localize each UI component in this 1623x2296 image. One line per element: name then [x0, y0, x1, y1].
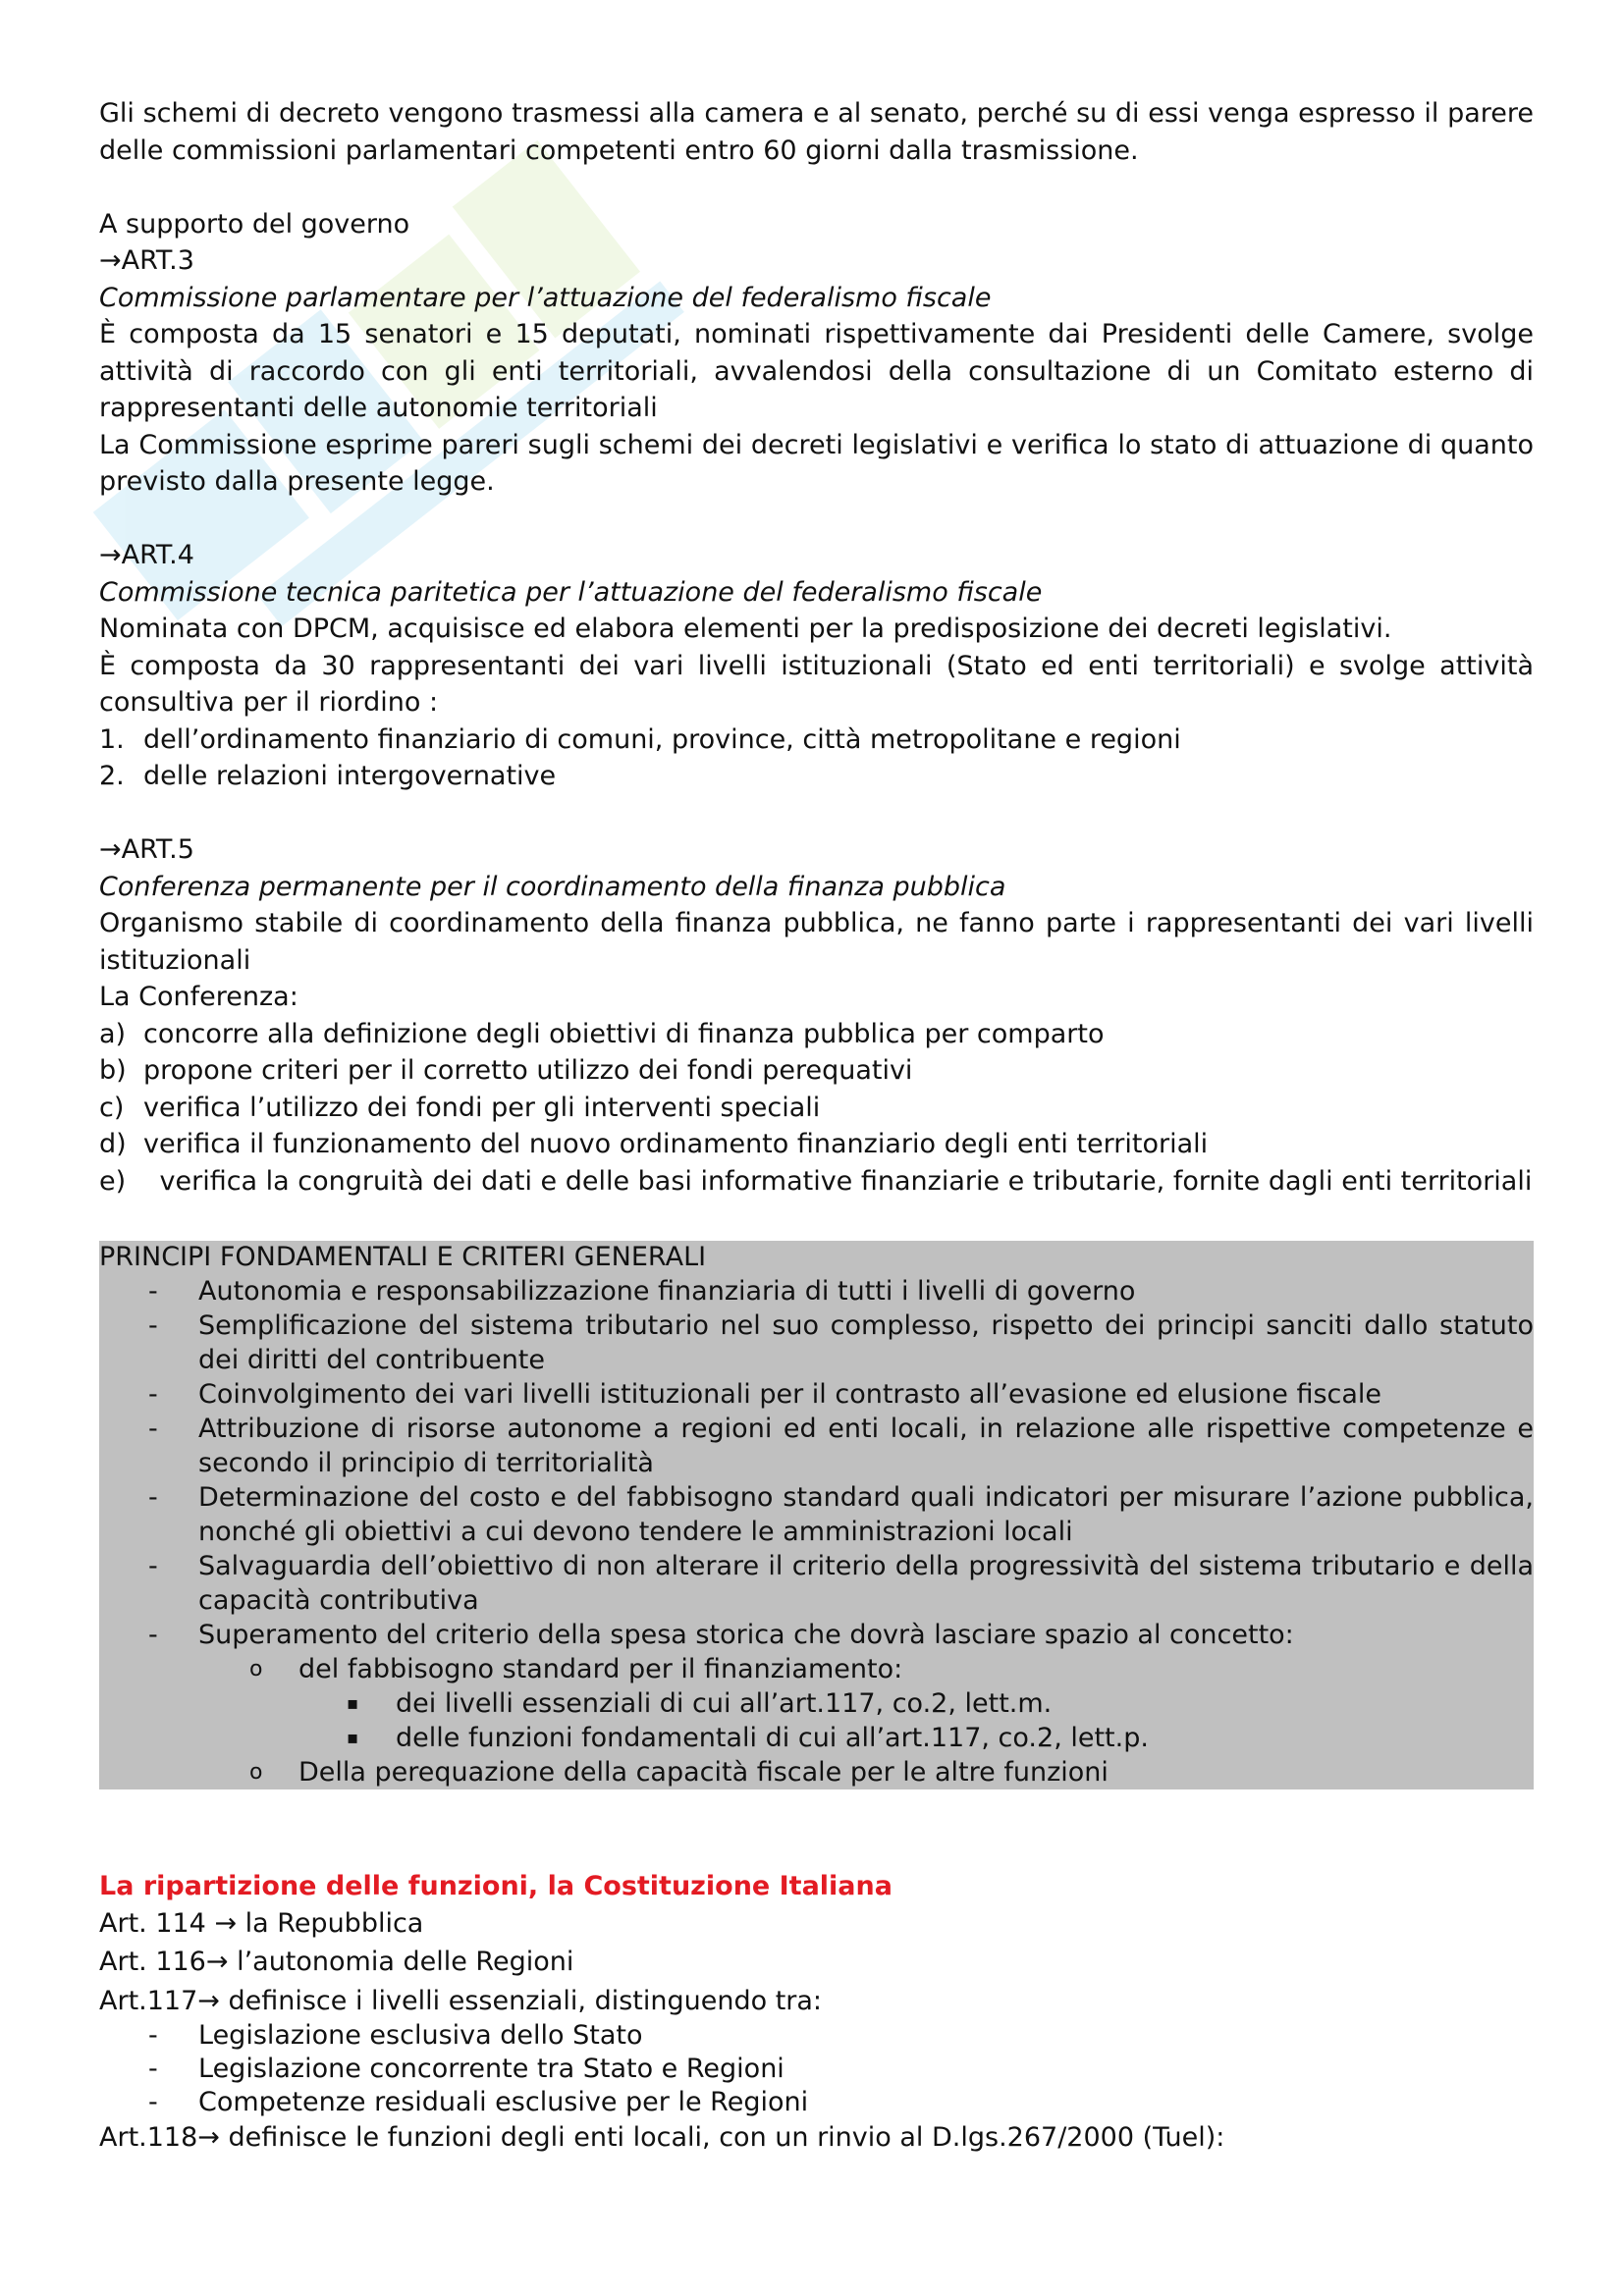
bullet-text: Legislazione concorrente tra Stato e Regioni — [198, 2054, 784, 2084]
bullet-item — [99, 1274, 1534, 1308]
dash-marker: - — [148, 2087, 158, 2117]
list-text: propone criteri per il corretto utilizzo dei fondi perequativi — [143, 1055, 913, 1086]
list-item — [99, 1126, 1534, 1163]
list-number: 2. — [99, 761, 125, 791]
sub-sub-bullet-text: dei livelli essenziali di cui all’art.117, co.2, lett.m. — [396, 1688, 1053, 1719]
dash-marker: - — [148, 1310, 158, 1341]
art114-line: Art. 114 → la Repubblica — [99, 1907, 424, 1939]
list-item — [99, 758, 1534, 795]
principi-box — [99, 1241, 1534, 1789]
bullet-item — [99, 1308, 1534, 1377]
list-item — [99, 1090, 1534, 1127]
principi-heading: PRINCIPI FONDAMENTALI E CRITERI GENERALI — [99, 1242, 707, 1272]
sub-sub-bullet-item — [345, 1721, 1534, 1755]
bullet-item — [99, 2053, 1534, 2086]
bullet-text: Salvaguardia dell’obiettivo di non alterare il criterio della progressività del sistema tributario e della capacità contributiva — [198, 1551, 1534, 1616]
list-number: 1. — [99, 723, 125, 755]
bullet-text: Legislazione esclusiva dello Stato — [198, 2020, 643, 2051]
list-item — [99, 1016, 1534, 1053]
list-text: delle relazioni intergovernative — [143, 761, 557, 791]
list-text: concorre alla definizione degli obiettivi di finanza pubblica per comparto — [143, 1018, 1105, 1049]
bullet-item — [99, 1549, 1534, 1618]
sub-sub-bullet-text: delle funzioni fondamentali di cui all’art.117, co.2, lett.p. — [396, 1723, 1149, 1753]
dash-marker: - — [148, 1620, 158, 1650]
dash-marker: - — [148, 1276, 158, 1307]
list-letter: e) — [99, 1165, 127, 1197]
bullet-item — [99, 1412, 1534, 1480]
art4-title: Commissione tecnica paritetica per l’attuazione del federalismo fiscale — [99, 576, 1043, 608]
art3-paragraph-2: La Commissione esprime pareri sugli schemi dei decreti legislativi e verifica lo stato di attuazione di quanto previsto dalla presente legge. — [99, 429, 1534, 497]
art5-paragraph-1: Organismo stabile di coordinamento della finanza pubblica, ne fanno parte i rappresentanti dei vari livelli istituzionali — [99, 908, 1534, 976]
bullet-text: Attribuzione di risorse autonome a regioni ed enti locali, in relazione alle rispettive competenze e secondo il principio di territorialità — [198, 1414, 1534, 1478]
intro-paragraph: Gli schemi di decreto vengono trasmessi alla camera e al senato, perché su di essi venga espresso il parere delle commissioni parlamentari competenti entro 60 giorni dalla trasmissione. — [99, 98, 1534, 166]
list-text: verifica la congruità dei dati e delle basi informative finanziarie e tributarie, fornite dagli enti territoriali — [159, 1165, 1533, 1197]
art118-line: Art.118→ definisce le funzioni degli enti locali, con un rinvio al D.lgs.267/2000 (Tuel): — [99, 2122, 1225, 2153]
art116-line: Art. 116→ l’autonomia delle Regioni — [99, 1947, 574, 1977]
dash-marker: - — [148, 1414, 158, 1444]
list-text: verifica l’utilizzo dei fondi per gli interventi speciali — [143, 1092, 821, 1123]
square-bullet-icon: ▪ — [347, 1693, 359, 1714]
list-item-e — [99, 1163, 1534, 1201]
bullet-text: Coinvolgimento dei vari livelli istituzionali per il contrasto all’evasione ed elusione fiscale — [198, 1379, 1382, 1410]
circle-marker: o — [249, 1657, 263, 1682]
dash-marker: - — [148, 2054, 158, 2084]
sub-bullet-text: Della perequazione della capacità fiscale per le altre funzioni — [298, 1757, 1109, 1788]
bullet-text: Determinazione del costo e del fabbisogno standard quali indicatori per misurare l’azione pubblica, nonché gli obiettivi a cui devono tendere le amministrazioni locali — [198, 1482, 1534, 1547]
list-letter: c) — [99, 1092, 125, 1123]
circle-marker: o — [249, 1760, 263, 1785]
art4-paragraph-1: Nominata con DPCM, acquisisce ed elabora elementi per la predisposizione dei decreti legislativi. — [99, 614, 1392, 644]
bullet-text: Competenze residuali esclusive per le Regioni — [198, 2087, 809, 2117]
list-text: verifica il funzionamento del nuovo ordinamento finanziario degli enti territoriali — [143, 1129, 1209, 1159]
sub-sub-bullet-item — [345, 1686, 1534, 1721]
list-item — [99, 721, 1534, 759]
art5-title: Conferenza permanente per il coordinamento della finanza pubblica — [99, 871, 1006, 902]
bullet-text: Semplificazione del sistema tributario nel suo complesso, rispetto dei principi sanciti dallo statuto dei diritti del contribuente — [198, 1310, 1534, 1375]
bullet-item — [99, 1377, 1534, 1412]
list-letter: d) — [99, 1129, 127, 1159]
bullet-item — [99, 1480, 1534, 1549]
bullet-item — [99, 1618, 1534, 1652]
document-page — [99, 95, 1534, 2157]
dash-marker: - — [148, 1551, 158, 1581]
list-letter: a) — [99, 1018, 127, 1049]
support-heading: A supporto del governo — [99, 208, 410, 240]
dash-marker: - — [148, 1379, 158, 1410]
sub-bullet-item — [246, 1652, 1534, 1686]
ripartizione-heading: La ripartizione delle funzioni, la Costituzione Italiana — [99, 1871, 893, 1901]
dash-marker: - — [148, 2020, 158, 2051]
art4-paragraph-2: È composta da 30 rappresentanti dei vari livelli istituzionali (Stato ed enti territoriali) e svolge attività consultiva per il riordino : — [99, 650, 1534, 718]
list-item — [99, 1052, 1534, 1090]
dash-marker: - — [148, 1482, 158, 1513]
bullet-item — [99, 2019, 1534, 2053]
art3-title: Commissione parlamentare per l’attuazione del federalismo fiscale — [99, 282, 992, 313]
list-text: dell’ordinamento finanziario di comuni, province, città metropolitane e regioni — [143, 723, 1181, 755]
art5-ref: →ART.5 — [99, 834, 194, 865]
bullet-text: Superamento del criterio della spesa storica che dovrà lasciare spazio al concetto: — [198, 1620, 1294, 1650]
bullet-item — [99, 2086, 1534, 2119]
art3-paragraph-1: È composta da 15 senatori e 15 deputati, nominati rispettivamente dai Presidenti delle Camere, svolge attività di raccordo con gli enti territoriali, avvalendosi della consultazione di un Comitato esterno di rappresentanti delle autonomie territoriali — [99, 319, 1534, 423]
sub-bullet-text: del fabbisogno standard per il finanziamento: — [298, 1654, 903, 1684]
bullet-text: Autonomia e responsabilizzazione finanziaria di tutti i livelli di governo — [198, 1276, 1136, 1307]
square-bullet-icon: ▪ — [347, 1728, 359, 1748]
art5-paragraph-2: La Conferenza: — [99, 982, 298, 1012]
art4-ref: →ART.4 — [99, 540, 194, 570]
art3-ref: →ART.3 — [99, 245, 194, 276]
list-letter: b) — [99, 1055, 127, 1086]
art117-line: Art.117→ definisce i livelli essenziali, distinguendo tra: — [99, 1985, 823, 2016]
sub-bullet-item — [246, 1755, 1534, 1789]
